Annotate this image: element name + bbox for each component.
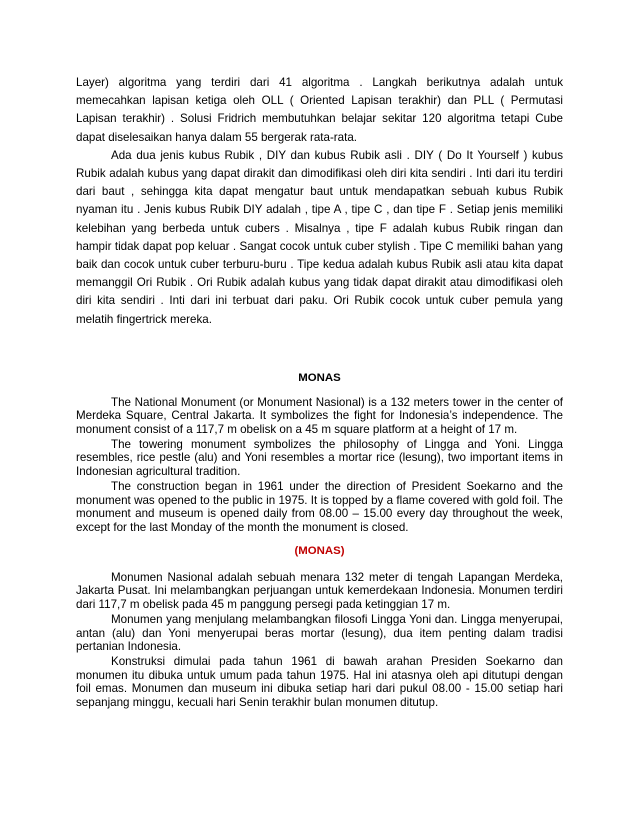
rubik-section xyxy=(76,74,563,329)
section-heading-monas-translation: (MONAS) xyxy=(294,544,345,557)
paragraph-fridrich-method: Layer) algoritma yang terdiri dari 41 algoritma . Langkah berikutnya adalah untuk memecahkan lapisan ketiga oleh OLL ( Oriented Lapisan terakhir) dan PLL ( Permutasi Lapisan terakhir) . Solusi Fridrich membutuhkan belajar sekitar 120 algoritma tetapi Cube dapat diselesaikan hanya dalam 55 bergerak rata-rata. xyxy=(76,76,563,144)
paragraph-monas-symbolism-id: Monumen yang menjulang melambangkan filosofi Lingga Yoni dan. Lingga menyerupai, antan (alu) dan Yoni menyerupai beras mortar (lesung), dua item penting dalam tradisi pertanian Indonesia. xyxy=(76,613,563,653)
section-heading-monas: MONAS xyxy=(298,371,341,384)
paragraph-monas-symbolism-en: The towering monument symbolizes the philosophy of Lingga and Yoni. Lingga resembles, rice pestle (alu) and Yoni resembles a mortar rice (lesung), two important items in Indonesian agricultural tradition. xyxy=(76,438,563,478)
paragraph-monas-construction-id: Konstruksi dimulai pada tahun 1961 di bawah arahan Presiden Soekarno dan monumen itu dibuka untuk umum pada tahun 1975. Hal ini atasnya oleh api ditutupi dengan foil emas. Monumen dan museum ini dibuka setiap hari dari pukul 08.00 - 15.00 setiap hari sepanjang minggu, kecuali hari Senin terakhir bulan monumen ditutup. xyxy=(76,655,563,709)
document-page xyxy=(76,74,563,709)
paragraph-monas-construction-en: The construction began in 1961 under the direction of President Soekarno and the monument was opened to the public in 1975. It is topped by a flame covered with gold foil. The monument and museum is opened daily from 08.00 – 15.00 every day throughout the week, except for the last Monday of the month the monument is closed. xyxy=(76,480,563,534)
paragraph-monas-intro-id: Monumen Nasional adalah sebuah menara 132 meter di tengah Lapangan Merdeka, Jakarta Pusat. Ini melambangkan perjuangan untuk kemerdekaan Indonesia. Monumen terdiri dari 117,7 m obelisk pada 45 m panggung persegi pada ketinggian 17 m. xyxy=(76,570,563,611)
monas-english-section xyxy=(76,396,563,534)
paragraph-rubik-types: Ada dua jenis kubus Rubik , DIY dan kubus Rubik asli . DIY ( Do It Yourself ) kubus Rubik adalah kubus yang dapat dirakit dan dimodifikasi oleh diri kita sendiri . Inti dari itu terdiri dari baut , sehingga kita dapat mengatur baut untuk mendapatkan sebuah kubus Rubik nyaman itu . Jenis kubus Rubik DIY adalah , tipe A , tipe C , dan tipe F . Setiap jenis memiliki kelebihan yang berbeda untuk cubers . Misalnya , tipe F adalah kubus Rubik ringan dan hampir tidak dapat pop keluar . Sangat cocok untuk cuber stylish . Tipe C memiliki bahan yang baik dan cocok untuk cuber terburu-buru . Tipe kedua adalah kubus Rubik asli atau kita dapat memanggil Ori Rubik . Ori Rubik adalah kubus yang tidak dapat dirakit atau dimodifikasi oleh diri kita sendiri . Inti dari ini terbuat dari paku. Ori Rubik cocok untuk cuber pemula yang melatih fingertrick mereka. xyxy=(76,148,563,326)
monas-indonesian-section xyxy=(76,571,563,709)
paragraph-monas-intro-en: The National Monument (or Monument Nasional) is a 132 meters tower in the center of Merdeka Square, Central Jakarta. It symbolizes the fight for Indonesia’s independence. The monument consist of a 117,7 m obelisk on a 45 m square platform at a height of 17 m. xyxy=(76,395,563,436)
